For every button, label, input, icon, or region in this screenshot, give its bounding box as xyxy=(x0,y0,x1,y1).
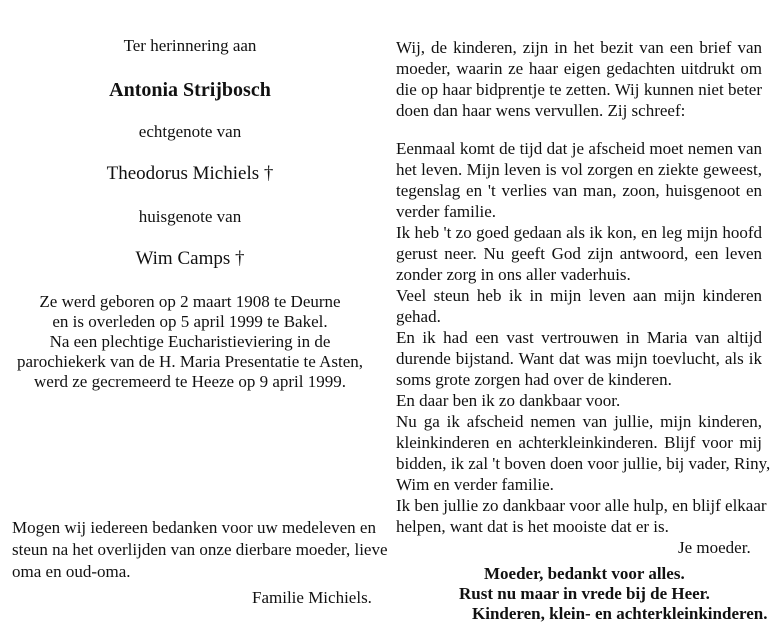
letter-line: Wim en verder familie. xyxy=(396,475,554,494)
memorial-intro: Ter herinnering aan xyxy=(123,36,257,55)
letter-line: soms grote zorgen had over de kinderen. xyxy=(396,370,672,389)
family-signature: Familie Michiels. xyxy=(252,588,372,607)
thanks-line: Mogen wij iedereen bedanken voor uw medeleven en xyxy=(12,518,376,537)
letter-line: het leven. Mijn leven is vol zorgen en ziekte geweest, xyxy=(396,160,762,179)
letter-line: gehad. xyxy=(396,307,441,326)
letter-line: Eenmaal komt de tijd dat je afscheid moet nemen van xyxy=(396,139,762,158)
bio-line: parochiekerk van de H. Maria Presentatie te Asten, xyxy=(16,352,363,371)
letter-line: verder familie. xyxy=(396,202,497,221)
thanks-line: oma en oud-oma. xyxy=(12,562,131,581)
intro-line: doen dan haar wens vervullen. Zij schreef: xyxy=(396,101,686,120)
letter-line: tegenslag en 't verlies van man, zoon, huisgenoot en xyxy=(396,181,762,200)
spouse-name: Theodorus Michiels † xyxy=(106,163,274,184)
bio-line: en is overleden op 5 april 1999 te Bakel. xyxy=(52,312,328,331)
letter-line: Ik heb 't zo goed gedaan als ik kon, en leg mijn hoofd xyxy=(396,223,762,242)
letter-line: En ik had een vast vertrouwen in Maria van altijd xyxy=(396,328,762,347)
letter-line: gerust neer. Nu geeft God zijn antwoord, een leven xyxy=(396,244,762,263)
letter-line: En daar ben ik zo dankbaar voor. xyxy=(396,391,621,410)
letter-line: Veel steun heb ik in mijn leven aan mijn kinderen xyxy=(396,286,762,305)
letter-line: zonder zorg in ons aller vaderhuis. xyxy=(396,265,631,284)
intro-line: moeder, waarin ze haar eigen gedachten uitdrukt om xyxy=(396,59,762,78)
letter-line: Nu ga ik afscheid nemen van jullie, mijn kinderen, xyxy=(396,412,762,431)
letter-line: Ik ben jullie zo dankbaar voor alle hulp, en blijf elkaar xyxy=(396,496,767,515)
deceased-name: Antonia Strijbosch xyxy=(109,79,271,101)
letter-line: helpen, want dat is het mooiste dat er is. xyxy=(396,517,669,536)
role-spouse-label: echtgenote van xyxy=(138,122,242,141)
intro-line: die op haar bidprentje te zetten. Wij kunnen niet beter xyxy=(396,80,762,99)
closing-line: Moeder, bedankt voor alles. xyxy=(484,564,685,583)
bio-line: Ze werd geboren op 2 maart 1908 te Deurne xyxy=(39,292,341,311)
companion-name: Wim Camps † xyxy=(135,248,245,269)
role-companion-label: huisgenote van xyxy=(138,207,242,226)
thanks-line: steun na het overlijden van onze dierbare moeder, lieve xyxy=(12,540,388,559)
closing-line: Rust nu maar in vrede bij de Heer. xyxy=(459,584,710,603)
bio-line: Na een plechtige Eucharistieviering in de xyxy=(49,332,331,351)
bio-line: werd ze gecremeerd te Heeze op 9 april 1999. xyxy=(34,372,346,391)
intro-line: Wij, de kinderen, zijn in het bezit van een brief van xyxy=(396,38,762,57)
closing-line: Kinderen, klein- en achterkleinkinderen. xyxy=(472,604,768,623)
letter-line: bidden, ik zal 't boven doen voor jullie, bij vader, Riny, xyxy=(396,454,771,473)
letter-line: durende bijstand. Want dat was mijn toevlucht, als ik xyxy=(396,349,762,368)
letter-signature: Je moeder. xyxy=(678,538,751,557)
letter-line: kleinkinderen en achterkleinkinderen. Blijf voor mij xyxy=(396,433,762,452)
